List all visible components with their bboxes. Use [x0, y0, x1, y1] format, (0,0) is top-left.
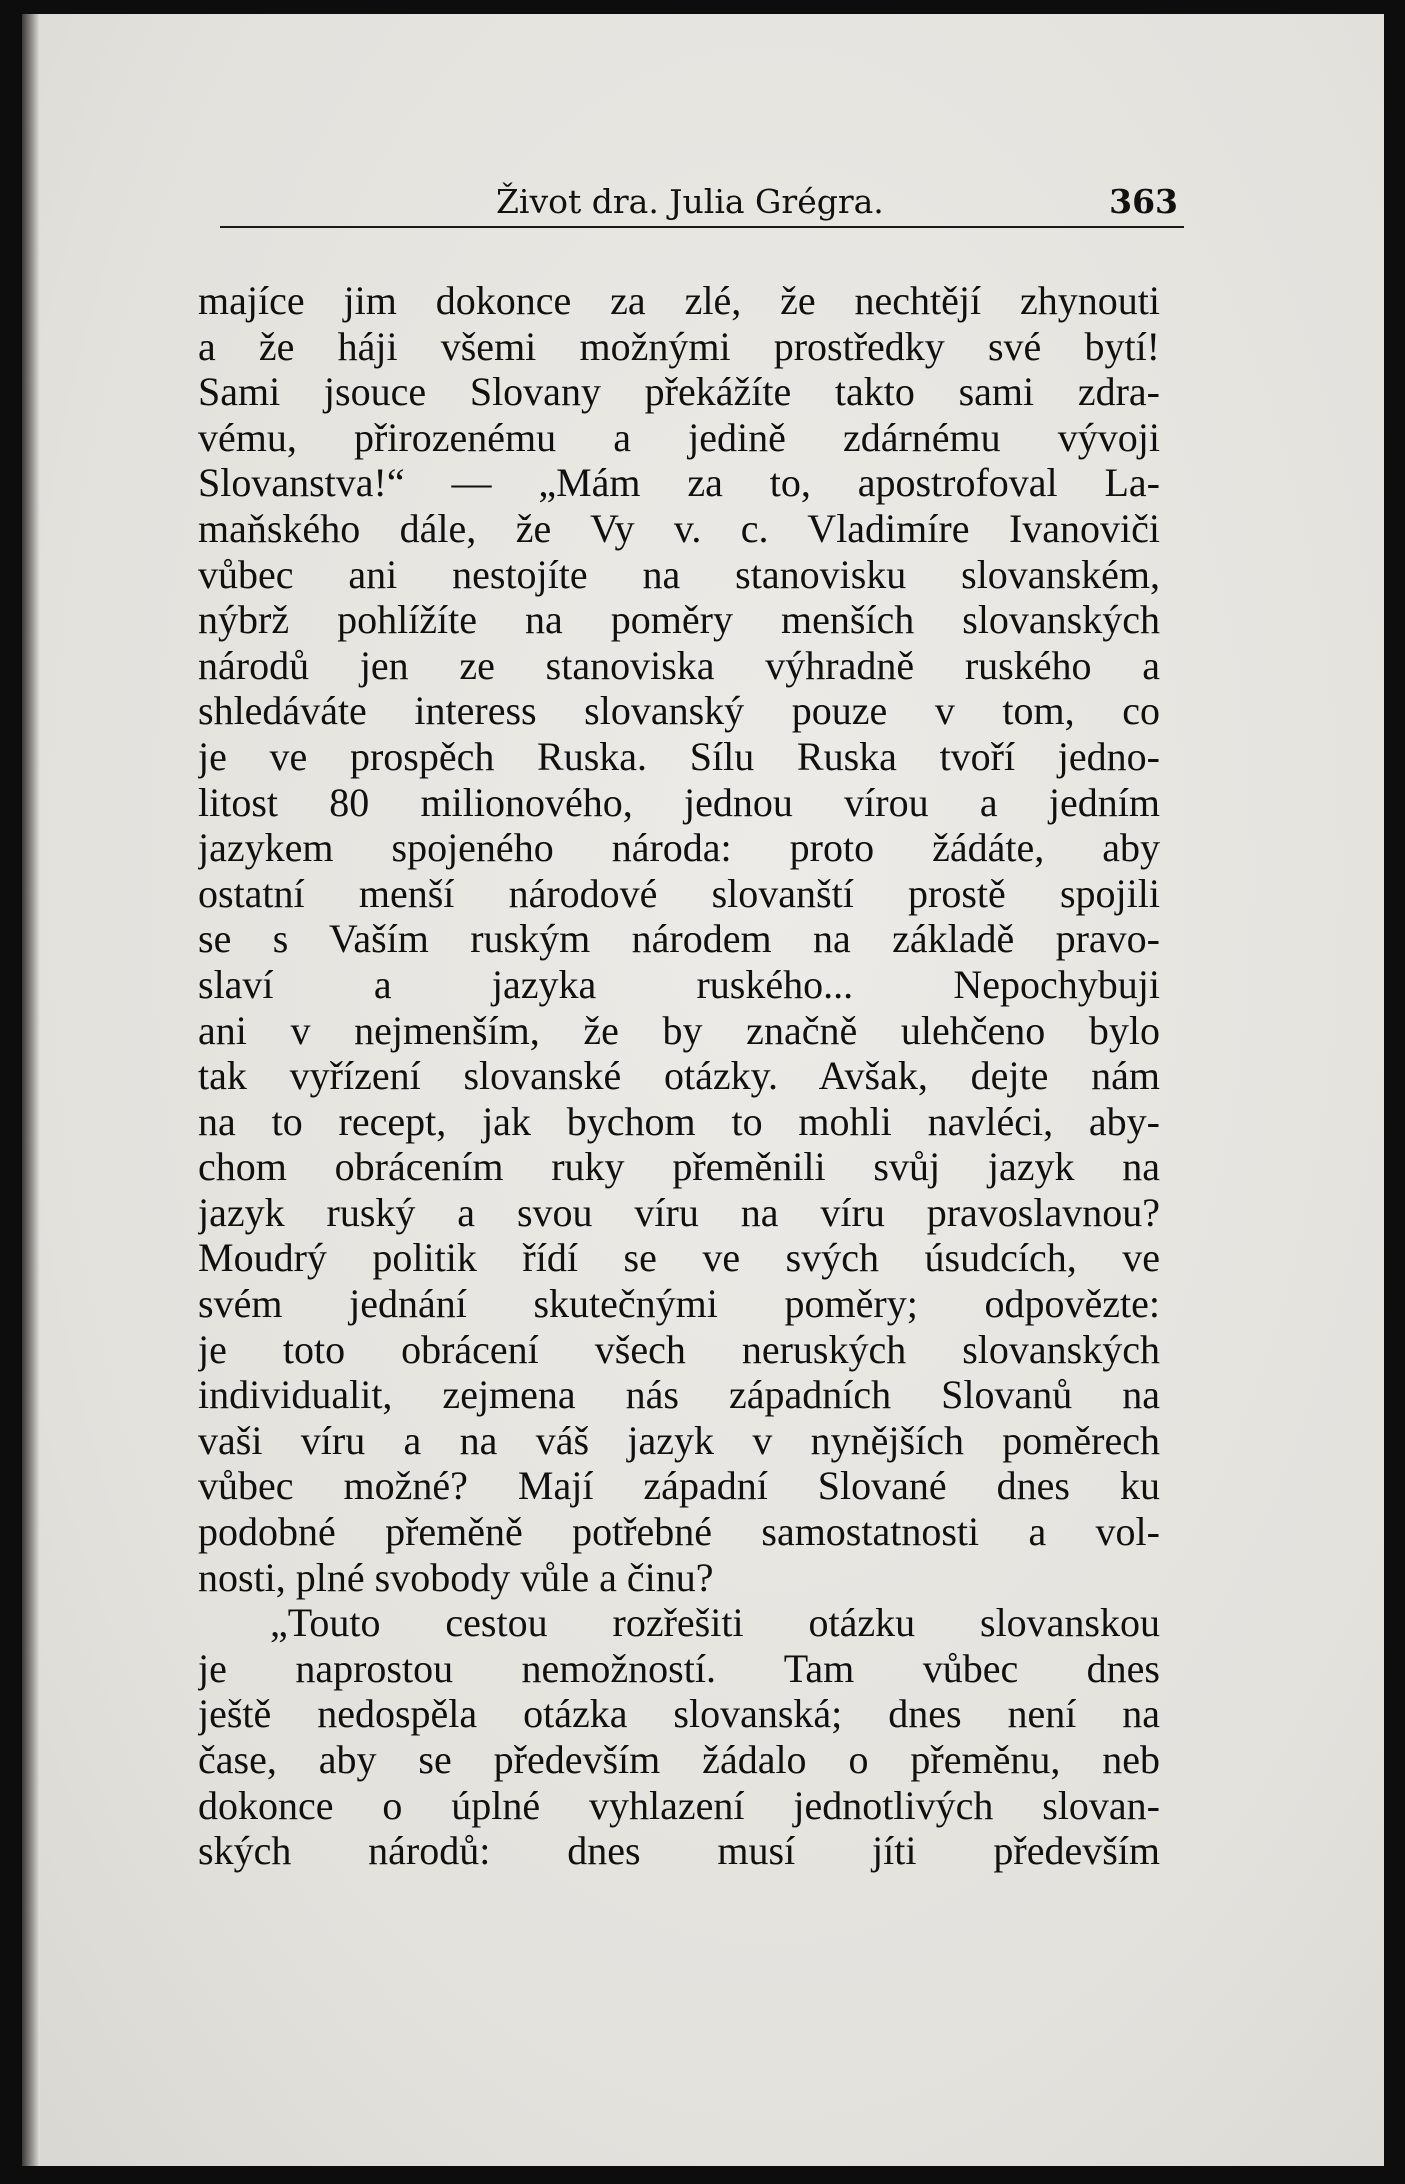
running-head	[220, 182, 1184, 228]
text-line: podobné přeměně potřebné samostatnosti a vol-	[198, 1509, 1160, 1555]
text-line: vůbec ani nestojíte na stanovisku slovanském,	[198, 551, 1160, 597]
text-line: Sami jsouce Slovany překážíte takto sami zdra-	[198, 369, 1160, 415]
text-line: je naprostou nemožností. Tam vůbec dnes	[198, 1645, 1160, 1691]
text-line: maňského dále, že Vy v. c. Vladimíre Ivanoviči	[198, 505, 1160, 551]
text-line: majíce jim dokonce za zlé, že nechtějí zhynouti	[198, 278, 1160, 323]
text-line: ských národů: dnes musí jíti především	[198, 1828, 1160, 1874]
text-line: vaši víru a na váš jazyk v nynějších poměrech	[198, 1417, 1160, 1463]
header-rule	[220, 226, 1184, 228]
text-line: ani v nejmenším, že by značně ulehčeno bylo	[198, 1007, 1160, 1053]
text-line: slaví a jazyka ruského... Nepochybuji	[198, 961, 1160, 1007]
book-page	[22, 14, 1384, 2166]
paragraph-start-line: „Touto cestou rozřešiti otázku slovanskou	[270, 1600, 1160, 1646]
page-number: 363	[1109, 182, 1178, 221]
text-line: ještě nedospěla otázka slovanská; dnes není na	[198, 1691, 1160, 1737]
text-line: a že háji všemi možnými prostředky své bytí!	[198, 323, 1160, 369]
paragraph-end-line: nosti, plné svobody vůle a činu?	[198, 1554, 714, 1600]
text-line: ostatní menší národové slovanští prostě spojili	[198, 870, 1160, 916]
text-line: Slovanstva!“ — „Mám za to, apostrofoval La-	[198, 460, 1160, 506]
running-title: Život dra. Julia Grégra.	[496, 182, 884, 221]
text-line: je ve prospěch Ruska. Sílu Ruska tvoří jedno-	[198, 733, 1160, 779]
text-line: tak vyřízení slovanské otázky. Avšak, dejte nám	[198, 1053, 1160, 1099]
text-line: dokonce o úplné vyhlazení jednotlivých slovan-	[198, 1782, 1160, 1828]
binding-edge	[22, 14, 40, 2166]
text-line: vůbec možné? Mají západní Slované dnes ku	[198, 1463, 1160, 1509]
body-text	[198, 278, 1160, 1874]
text-line: nýbrž pohlížíte na poměry menších slovanských	[198, 597, 1160, 643]
text-line: chom obrácením ruky přeměnili svůj jazyk na	[198, 1144, 1160, 1190]
text-line: svém jednání skutečnými poměry; odpovězte:	[198, 1281, 1160, 1327]
text-line: je toto obrácení všech neruských slovanských	[198, 1326, 1160, 1372]
text-line: jazykem spojeného národa: proto žádáte, aby	[198, 825, 1160, 871]
text-line: litost 80 milionového, jednou vírou a jedním	[198, 779, 1160, 825]
text-line: vému, přirozenému a jedině zdárnému vývoji	[198, 414, 1160, 460]
text-line: čase, aby se především žádalo o přeměnu, neb	[198, 1737, 1160, 1782]
text-line: se s Vaším ruským národem na základě pravo-	[198, 916, 1160, 962]
text-line: individualit, zejmena nás západních Slovanů na	[198, 1372, 1160, 1418]
text-line: Moudrý politik řídí se ve svých úsudcích, ve	[198, 1235, 1160, 1281]
text-line: jazyk ruský a svou víru na víru pravoslavnou?	[198, 1189, 1160, 1235]
text-line: na to recept, jak bychom to mohli navléci, aby-	[198, 1098, 1160, 1144]
text-line: národů jen ze stanoviska výhradně ruského a	[198, 642, 1160, 688]
text-line: shledáváte interess slovanský pouze v tom, co	[198, 688, 1160, 734]
